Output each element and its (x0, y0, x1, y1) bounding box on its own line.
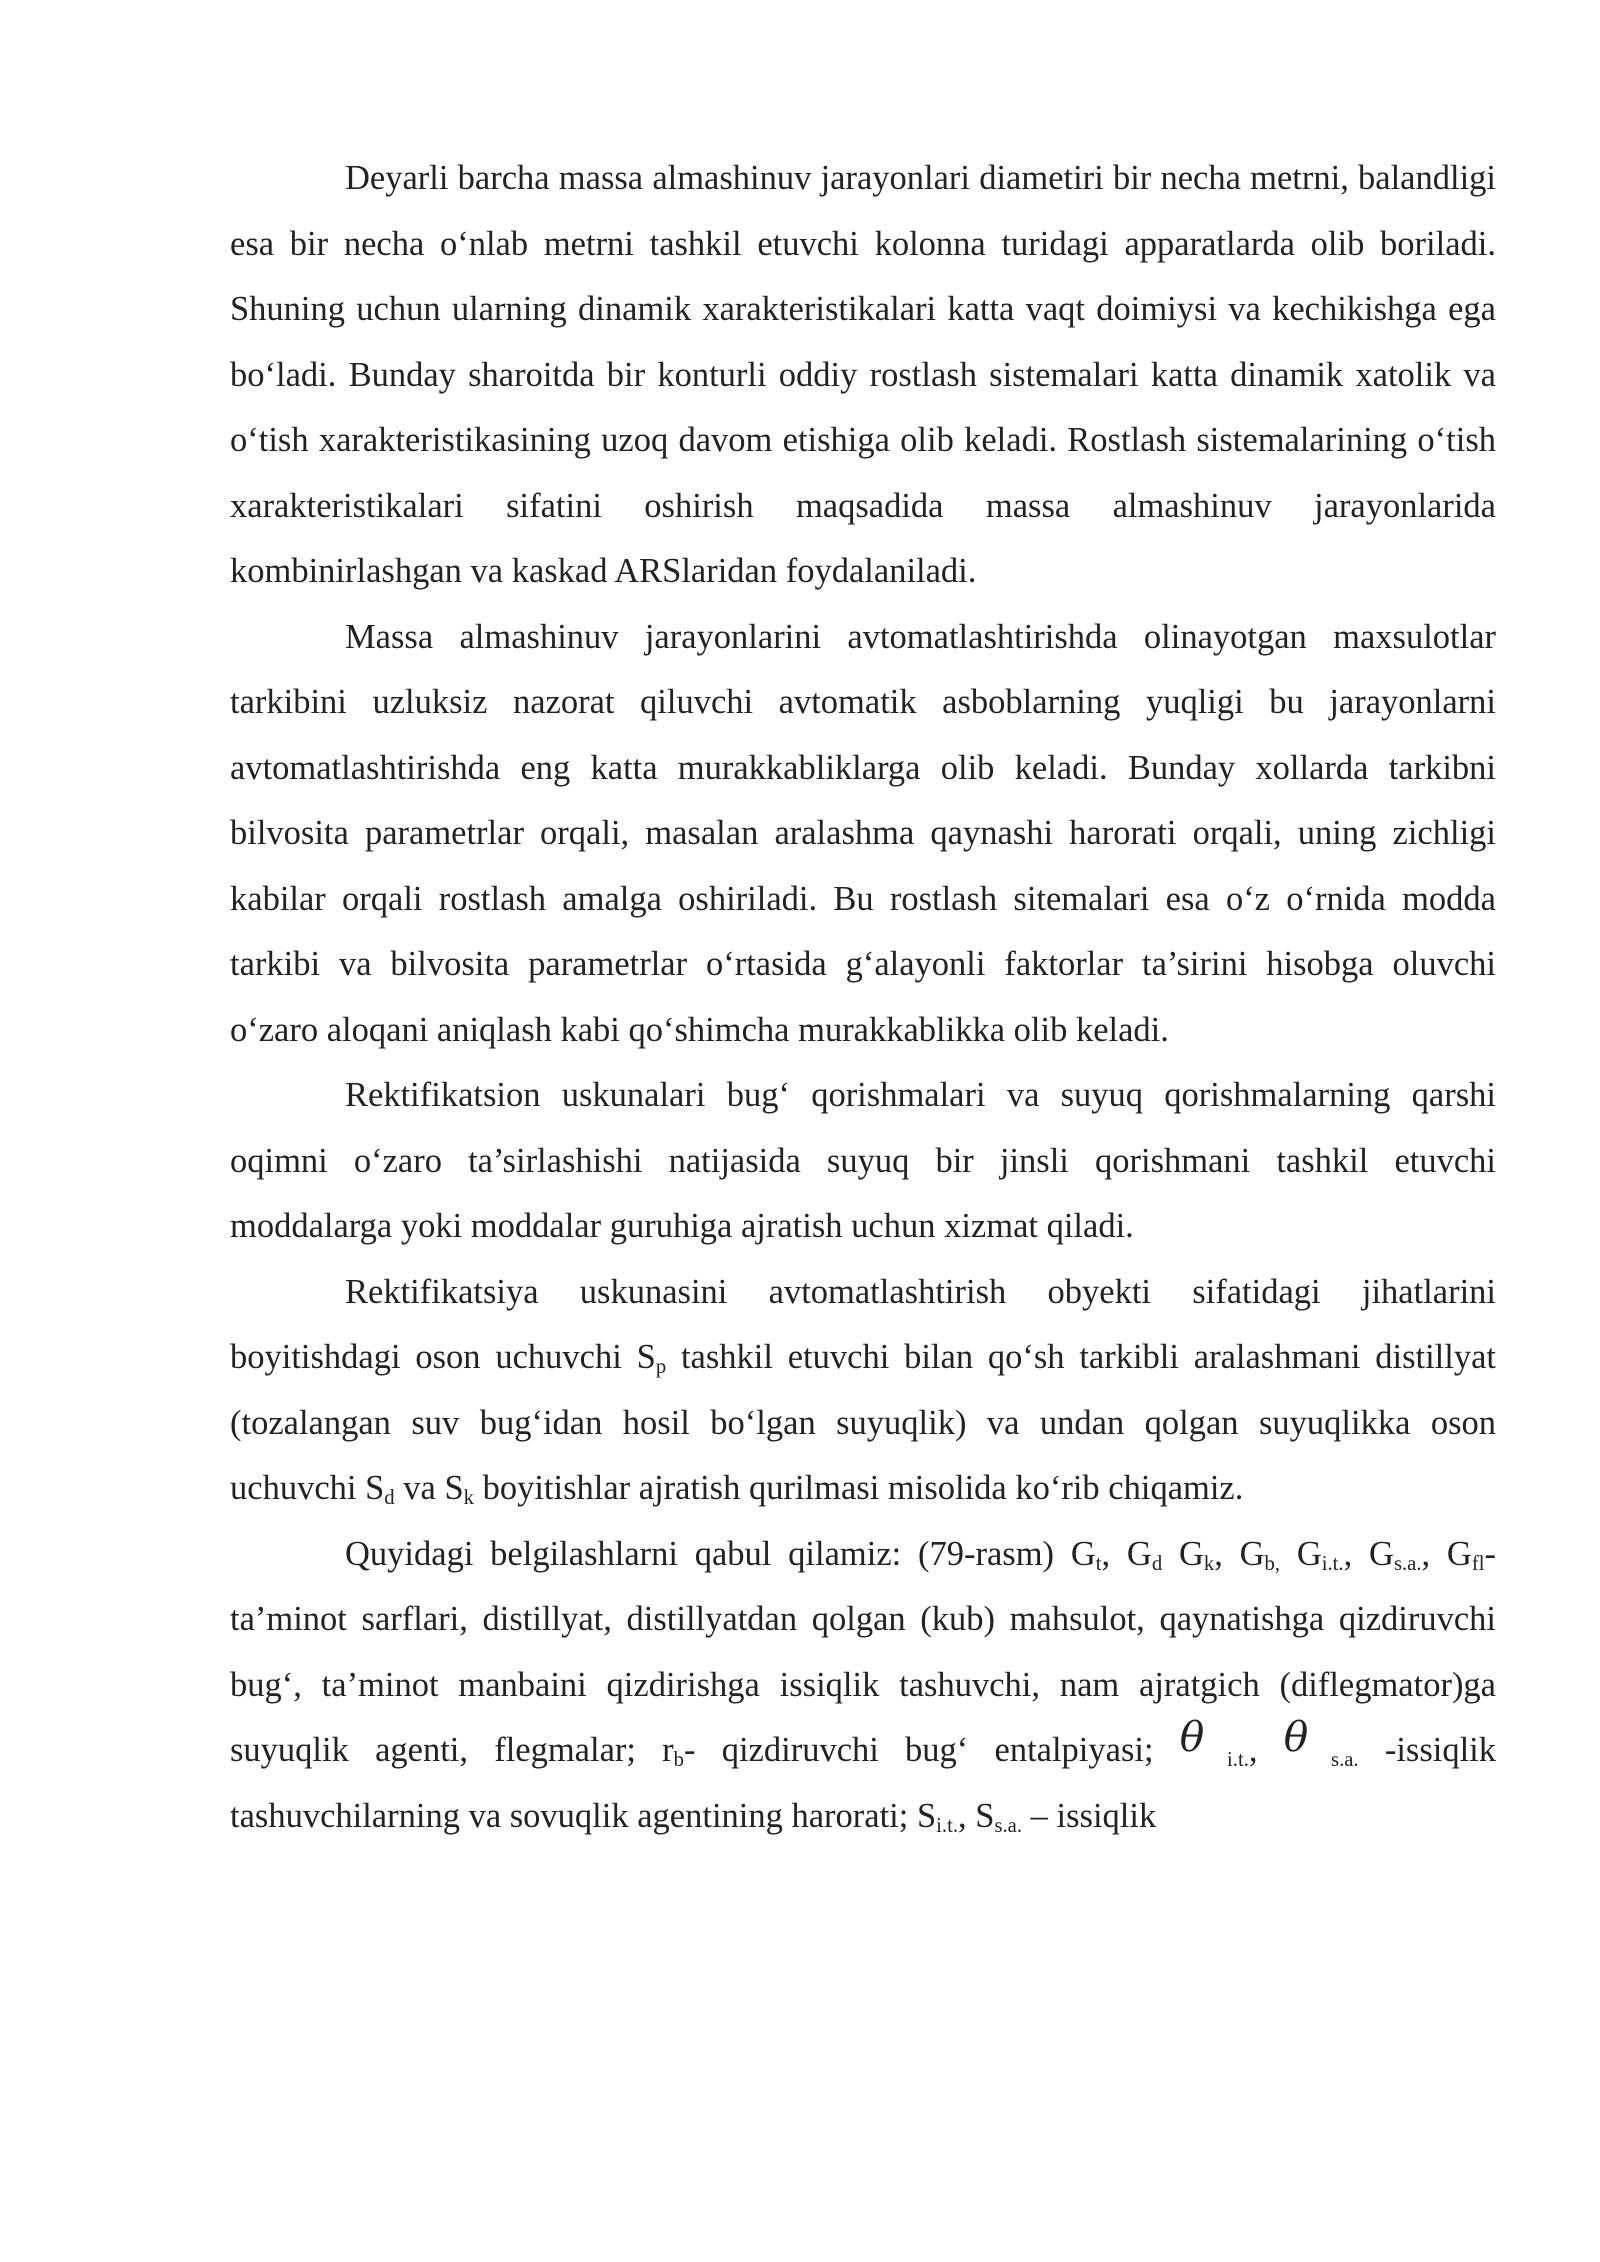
p4-text-a: Rektifikatsiya uskunasini avtomatlashtirish obyekti sifatidagi jihatlarini boyitishdagi oson uchuvchi S (230, 1272, 1496, 1376)
p4-text-b: tashkil etuvchi bilan qo‘sh tarkibli aralashmani distillyat (tozalangan suv bug‘idan hosil bo‘lgan suyuqlik) va undan qolgan suyuqlikka oson uchuvchi S (230, 1338, 1496, 1507)
subscript-d: d (1151, 1552, 1163, 1575)
subscript-it: i.t. (936, 1814, 958, 1837)
paragraph-4 (230, 1260, 1496, 1522)
p5-text-9: - qizdiruvchi bug‘ entalpiyasi; (684, 1731, 1180, 1769)
p5-text-11: -issiqlik tashuvchilarning va sovuqlik agentining harorati; S (230, 1731, 1497, 1835)
p5-text-6: , G (1343, 1534, 1394, 1573)
subscript-p: p (655, 1356, 667, 1379)
p5-text-4: , G (1214, 1534, 1265, 1573)
subscript-b: b (673, 1749, 685, 1772)
theta-symbol: θ (1179, 1712, 1205, 1761)
p5-text-5: G (1280, 1534, 1322, 1573)
paragraph-5 (230, 1522, 1496, 1850)
subscript-b: b, (1264, 1552, 1281, 1575)
theta-symbol: θ (1283, 1712, 1309, 1761)
p5-text-3: G (1162, 1534, 1204, 1573)
p5-text-8: - ta’minot sarflari, distillyat, distillyatdan qolgan (kub) mahsulot, qaynatishga qizdiruvchi bug‘, ta’minot manbaini qizdirishga issiqlik tashuvchi, nam ajratgich (diflegmator)ga suyuqlik agenti, flegmalar; r (230, 1534, 1496, 1769)
p4-text-d: boyitishlar ajratish qurilmasi misolida ko‘rib chiqamiz. (473, 1469, 1244, 1507)
p5-text-1: Quyidagi belgilashlarni qabul qilamiz: (79-rasm) G (345, 1534, 1096, 1573)
p4-text-c: va S (394, 1469, 464, 1507)
paragraph-3: Rektifikatsion uskunalari bug‘ qorishmalari va suyuq qorishmalarning qarshi oqimni o‘zaro ta’sirlashishi natijasida suyuq bir jinsli qorishmani tashkil etuvchi moddalarga yoki moddalar guruhiga ajratish uchun xizmat qiladi. (230, 1076, 1496, 1245)
subscript-sa: s.a. (994, 1814, 1023, 1837)
subscript-sa: s.a. (1393, 1552, 1422, 1575)
subscript-t: t (1095, 1552, 1102, 1575)
subscript-k: k (463, 1487, 474, 1510)
document-page (230, 146, 1496, 1849)
subscript-it: i.t. (1321, 1552, 1344, 1575)
p5-text-7: , G (1421, 1534, 1472, 1573)
subscript-sa: s.a. (1308, 1749, 1359, 1772)
paragraph-1: Deyarli barcha massa almashinuv jarayonlari diametiri bir necha metrni, balandligi esa bir necha o‘nlab metrni tashkil etuvchi kolonna turidagi apparatlarda olib boriladi. Shuning uchun ularning dinamik xarakteristikalari katta vaqt doimiysi va kechikishga ega bo‘ladi. Bunday sharoitda bir konturli oddiy rostlash sistemalari katta dinamik xatolik va o‘tish xarakteristikasining uzoq davom etishiga olib keladi. Rostlash sistemalarining o‘tish xarakteristikalari sifatini oshirish maqsadida massa almashinuv jarayonlarida kombinirlashgan va kaskad ARSlaridan foydalaniladi. (230, 159, 1496, 590)
subscript-k: k (1203, 1552, 1215, 1575)
paragraph-2: Massa almashinuv jarayonlarini avtomatlashtirishda olinayotgan maxsulotlar tarkibini uzluksiz nazorat qiluvchi avtomatik asboblarning yuqligi bu jarayonlarni avtomatlashtirishda eng katta murakkabliklarga olib keladi. Bunday xollarda tarkibni bilvosita parametrlar orqali, masalan aralashma qaynashi harorati orqali, uning zichligi kabilar orqali rostlash amalga oshiriladi. Bu rostlash sitemalari esa o‘z o‘rnida modda tarkibi va bilvosita parametrlar o‘rtasida g‘alayonli faktorlar ta’sirini hisobga oluvchi o‘zaro aloqani aniqlash kabi qo‘shimcha murakkablikka olib keladi. (230, 617, 1496, 1049)
p5-text-12: , S (958, 1796, 995, 1835)
p5-text-10: , (1248, 1731, 1284, 1769)
p5-text-2: , G (1101, 1534, 1152, 1573)
subscript-d: d (384, 1487, 395, 1510)
subscript-it: i.t. (1204, 1749, 1249, 1772)
subscript-fl: fl (1471, 1552, 1485, 1575)
p5-text-13: – issiqlik (1022, 1796, 1157, 1835)
